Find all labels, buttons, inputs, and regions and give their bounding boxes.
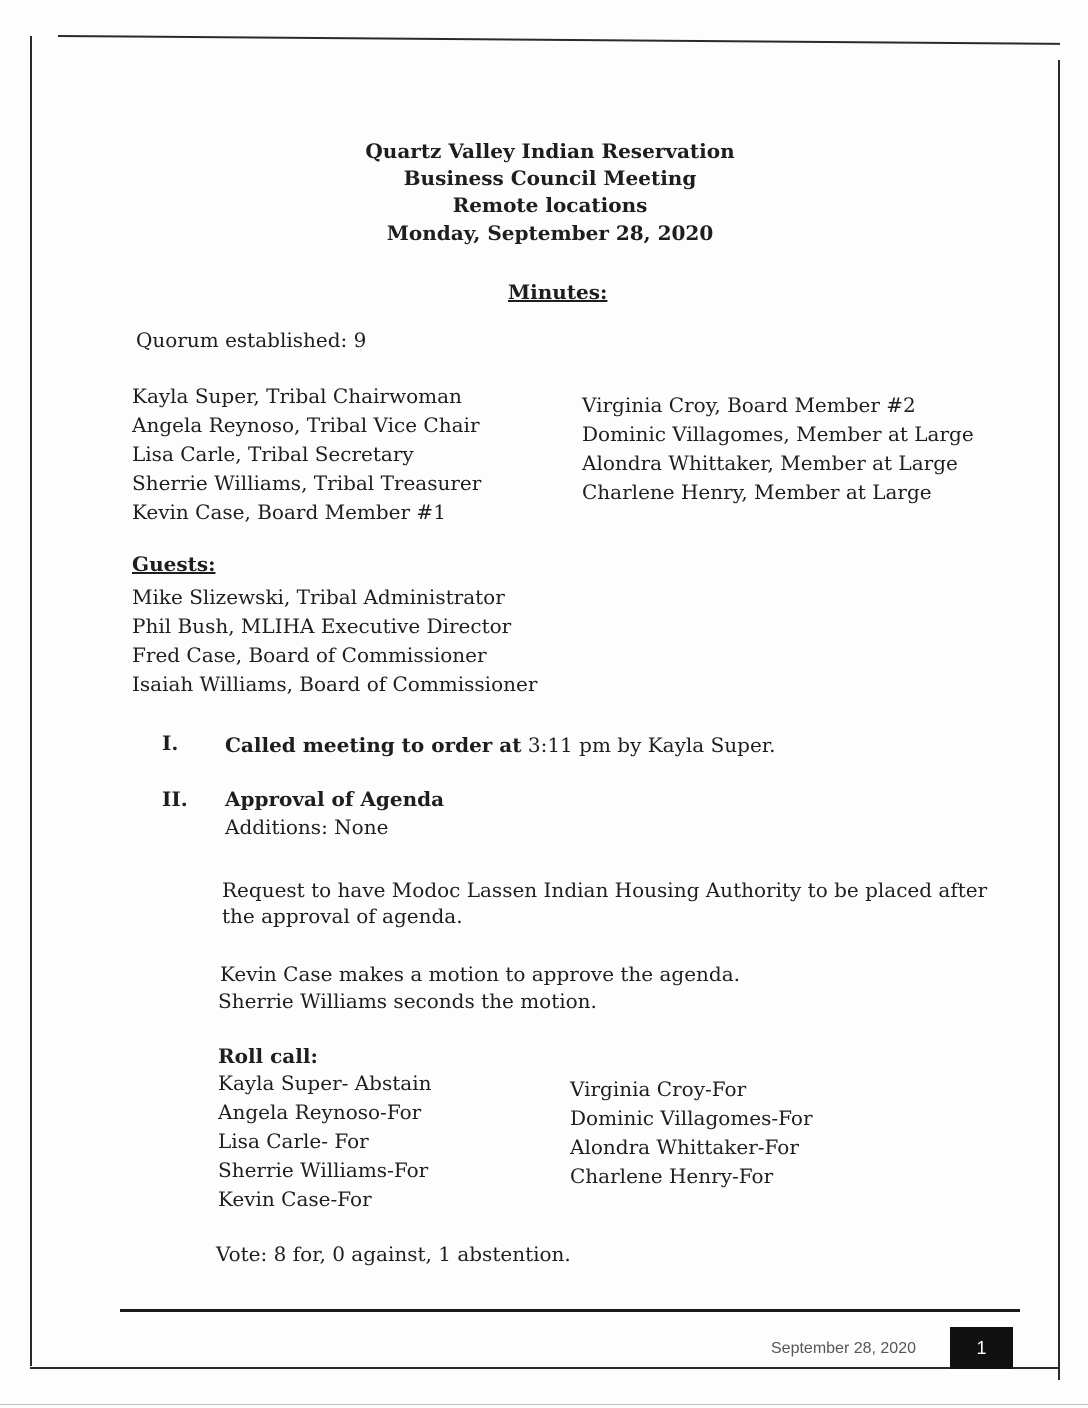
roll-call-heading: Roll call: <box>218 1044 318 1068</box>
vote-result: Vote: 8 for, 0 against, 1 abstention. <box>216 1242 571 1266</box>
roll-call-item: Sherrie Williams-For <box>218 1158 429 1182</box>
request-line-1: Request to have Modoc Lassen Indian Housing Authority to be placed after <box>222 878 988 902</box>
header-org: Quartz Valley Indian Reservation <box>365 139 735 163</box>
frame-line-left <box>30 36 32 1366</box>
section-2-numeral: II. <box>162 787 188 811</box>
roll-call-item: Dominic Villagomes-For <box>570 1106 813 1130</box>
member-item: Dominic Villagomes, Member at Large <box>582 422 974 446</box>
member-item: Angela Reynoso, Tribal Vice Chair <box>132 413 480 437</box>
roll-call-item: Angela Reynoso-For <box>218 1100 422 1124</box>
frame-line-top <box>58 35 1060 45</box>
guest-item: Mike Slizewski, Tribal Administrator <box>132 585 505 609</box>
members-left-list <box>132 382 481 527</box>
guests-list <box>132 583 537 699</box>
header-date: Monday, September 28, 2020 <box>386 221 714 245</box>
footer-rule <box>120 1309 1020 1312</box>
roll-call-item: Kevin Case-For <box>218 1187 372 1211</box>
section-1-numeral: I. <box>162 731 179 755</box>
member-item: Kayla Super, Tribal Chairwoman <box>132 384 462 408</box>
roll-call-left-list <box>218 1069 432 1214</box>
member-item: Kevin Case, Board Member #1 <box>132 500 446 524</box>
guest-item: Phil Bush, MLIHA Executive Director <box>132 614 512 638</box>
minutes-heading: Minutes: <box>508 280 608 304</box>
roll-call-right-list <box>570 1075 813 1191</box>
request-line-2: the approval of agenda. <box>222 904 463 928</box>
footer-page-number: 1 <box>950 1327 1013 1369</box>
member-item: Sherrie Williams, Tribal Treasurer <box>132 471 482 495</box>
member-item: Virginia Croy, Board Member #2 <box>582 393 916 417</box>
motion-line: Kevin Case makes a motion to approve the agenda. <box>220 962 741 986</box>
member-item: Alondra Whittaker, Member at Large <box>582 451 958 475</box>
guest-item: Fred Case, Board of Commissioner <box>132 643 487 667</box>
additions-line: Additions: None <box>225 815 389 839</box>
member-item: Charlene Henry, Member at Large <box>582 480 932 504</box>
roll-call-item: Virginia Croy-For <box>570 1077 747 1101</box>
guests-heading: Guests: <box>132 552 216 576</box>
frame-line-bottom <box>30 1367 1058 1369</box>
footer-date: September 28, 2020 <box>771 1340 916 1357</box>
roll-call-item: Alondra Whittaker-For <box>570 1135 799 1159</box>
members-right-list <box>582 391 974 507</box>
section-1-bold: Called meeting to order at <box>225 733 522 757</box>
roll-call-item: Charlene Henry-For <box>570 1164 774 1188</box>
guest-item: Isaiah Williams, Board of Commissioner <box>132 672 538 696</box>
header-location: Remote locations <box>452 193 648 217</box>
quorum-line: Quorum established: 9 <box>136 328 367 352</box>
second-line: Sherrie Williams seconds the motion. <box>218 989 597 1013</box>
member-item: Lisa Carle, Tribal Secretary <box>132 442 414 466</box>
roll-call-item: Kayla Super- Abstain <box>218 1071 432 1095</box>
section-1-rest: 3:11 pm by Kayla Super. <box>521 733 776 757</box>
frame-line-right <box>1058 60 1060 1380</box>
section-2-title: Approval of Agenda <box>225 787 445 811</box>
section-1-text <box>225 731 776 760</box>
page-edge-line <box>0 1404 1088 1405</box>
header-meeting: Business Council Meeting <box>403 166 697 190</box>
roll-call-item: Lisa Carle- For <box>218 1129 369 1153</box>
